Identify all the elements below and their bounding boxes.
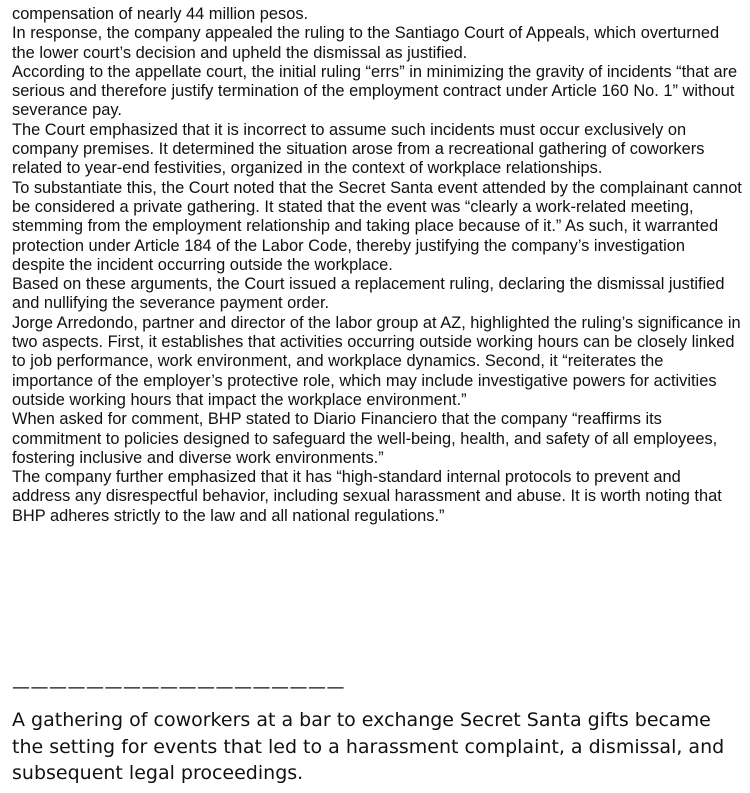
separator-line: —————————————————— xyxy=(12,677,345,698)
paragraph-bhp-protocols: The company further emphasized that it has “high-standard internal protocols to prevent and address any disrespectful behavior, including sexual harassment and abuse. It is worth noting that BHP adheres strictly to the law and all national regulations.” xyxy=(12,468,722,525)
paragraph-appeal: In response, the company appealed the ruling to the Santiago Court of Appeals, which overturned the lower court’s decision and upheld the dismissal as justified. xyxy=(12,24,720,62)
paragraph-replacement-ruling: Based on these arguments, the Court issued a replacement ruling, declaring the dismissal justified and nullifying the severance payment order. xyxy=(12,275,725,313)
paragraph-bhp-comment: When asked for comment, BHP stated to Diario Financiero that the company “reaffirms its commitment to policies designed to safeguard the well-being, health, and safety of all employees, fostering inclusive and diverse work environments.” xyxy=(12,410,718,467)
paragraph-secret-santa: To substantiate this, the Court noted that the Secret Santa event attended by the complainant cannot be considered a private gathering. It stated that the event was “clearly a work-related meeting, stemming from the employment relationship and taking place because of it.” As such, it warranted protection under Article 184 of the Labor Code, thereby justifying the company’s investigation despite the incident occurring outside the workplace. xyxy=(12,178,742,274)
article-body xyxy=(12,5,742,526)
paragraph-court-emphasis: The Court emphasized that it is incorrect to assume such incidents must occur exclusively on company premises. It determined the situation arose from a recreational gathering of coworkers related to year-end festivities, organized in the context of workplace relationships. xyxy=(12,120,705,178)
paragraph-compensation: compensation of nearly 44 million pesos. xyxy=(12,5,309,23)
paragraph-appellate-court: According to the appellate court, the initial ruling “errs” in minimizing the gravity of incidents “that are serious and therefore justify termination of the employment contract under Article 160 No. 1” without severance pay. xyxy=(12,62,738,120)
image-caption: A gathering of coworkers at a bar to exchange Secret Santa gifts became the setting for events that led to a harassment complaint, a dismissal, and subsequent legal proceedings. xyxy=(12,709,725,784)
paragraph-arredondo: Jorge Arredondo, partner and director of the labor group at AZ, highlighted the ruling’s significance in two aspects. First, it establishes that activities occurring outside working hours can be closely linked to job performance, work environment, and workplace dynamics. Second, it “reiterates the importance of the employer’s protective role, which may include investigative powers for activities outside working hours that impact the workplace environment.” xyxy=(12,313,741,409)
